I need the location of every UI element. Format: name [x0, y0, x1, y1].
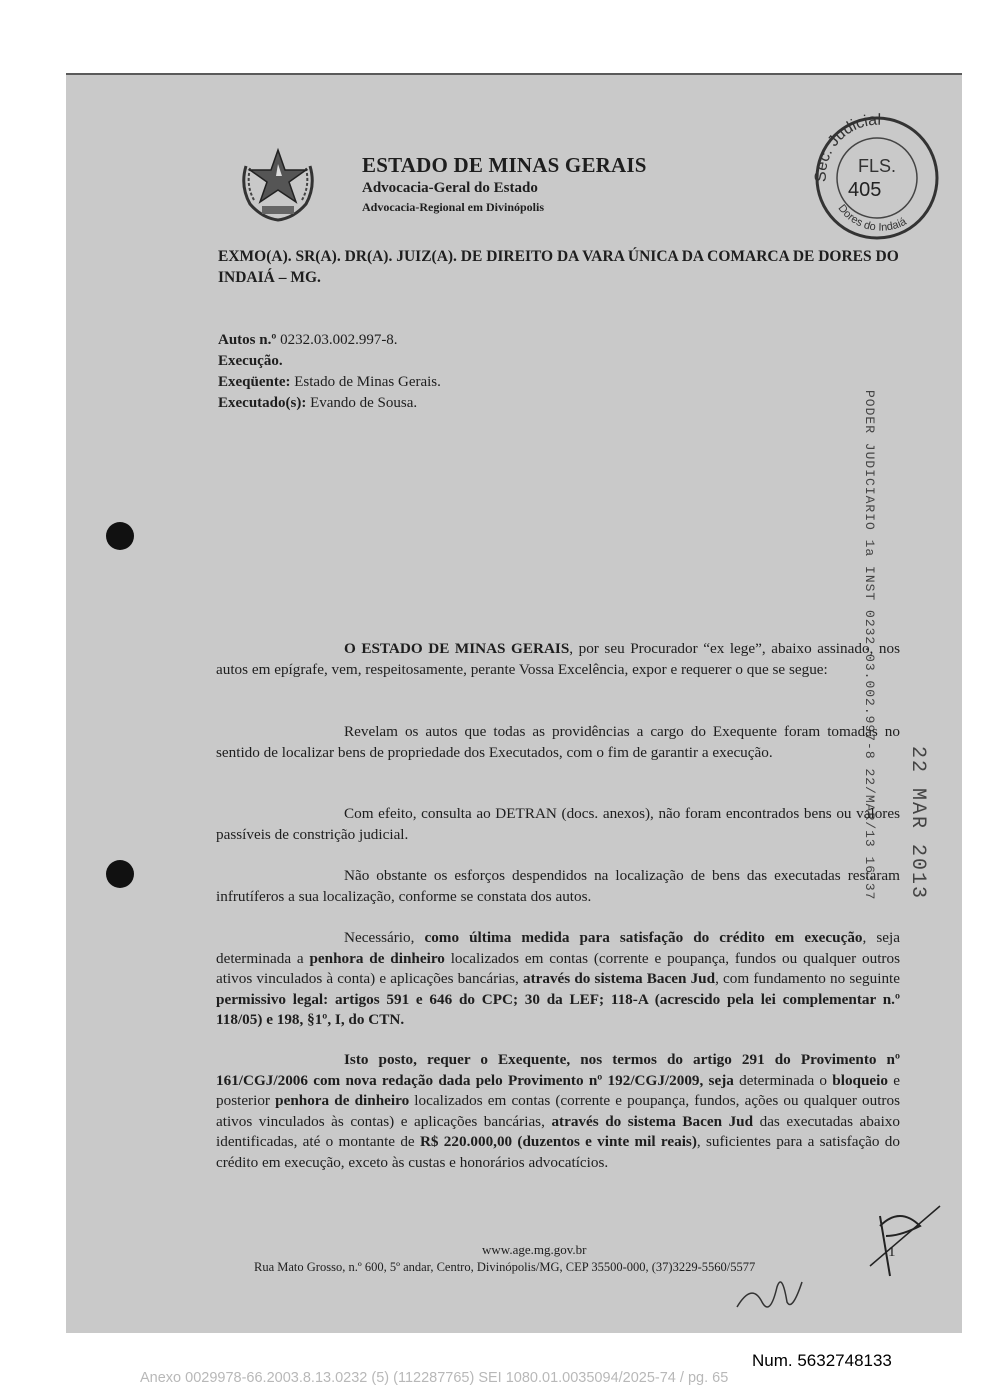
coat-of-arms-icon — [236, 146, 320, 222]
p5-text: localizados em contas (corrente e poupança, fundos ou qualquer outros ativos vinculados à conta) e aplicações bancárias, — [216, 949, 900, 987]
p4-text: Não obstante os esforços despendidos na localização de bens das executadas restaram infrutíferos a sua localização, conforme se constata dos autos. — [216, 867, 900, 905]
p6-text: e posterior — [216, 1071, 900, 1109]
paragraph-1 — [216, 639, 900, 680]
paragraph-5 — [216, 928, 900, 1031]
stamp-top-text: Sec. Judicial — [812, 112, 882, 183]
stamp-page: 405 — [848, 179, 882, 201]
p5-text: Necessário, — [344, 929, 425, 946]
executado-value: Evando de Sousa. — [310, 395, 418, 411]
header-state: ESTADO DE MINAS GERAIS — [362, 153, 647, 177]
page-number: 1 — [888, 1244, 896, 1260]
p5-text: , com fundamento no seguinte — [715, 970, 900, 987]
p6-bold: bloqueio — [832, 1071, 888, 1089]
p1-rest: , por seu Procurador “ex lege”, abaixo assinado, nos autos em epígrafe, vem, respeitosamente, perante Vossa Excelência, expor e requerer o que se segue: — [216, 640, 900, 678]
exequente-value: Estado de Minas Gerais. — [294, 374, 441, 390]
handwritten-mark — [860, 1196, 950, 1286]
punch-hole — [106, 522, 134, 550]
stamp-bottom-text: Dores do Indaiá — [835, 202, 909, 234]
punch-hole — [106, 860, 134, 888]
footer-address: Rua Mato Grosso, n.º 600, 5º andar, Centro, Divinópolis/MG, CEP 35500-000, (37)3229-5560/5577 — [254, 1260, 756, 1274]
p6-bold: Isto posto, requer o Exequente, nos termos do artigo 291 do Provimento nº 161/CGJ/2006 com nova redação dada pelo Provimento nº 192/CGJ/2009, seja — [216, 1051, 900, 1089]
paragraph-4 — [216, 866, 900, 907]
footer-website: www.age.mg.gov.br — [482, 1242, 587, 1257]
p5-bold: como última medida para satisfação do crédito em execução — [424, 929, 863, 946]
date-stamp: 22 MAR 2013 — [906, 746, 929, 901]
executado-label: Executado(s): — [218, 395, 307, 411]
p3-text: Com efeito, consulta ao DETRAN (docs. anexos), não foram encontrados bens ou valores passíveis de constrição judicial. — [216, 805, 900, 843]
paragraph-2 — [216, 722, 900, 763]
p2-text: Revelam os autos que todas as providências a cargo do Exequente foram tomadas no sentido de localizar bens de propriedade dos Executados, com o fim de garantir a execução. — [216, 723, 900, 761]
annex-footer: Anexo 0029978-66.2003.8.13.0232 (5) (112287765) SEI 1080.01.0035094/2025-74 / pg. 65 — [140, 1370, 729, 1386]
stamp-fls-label: FLS. — [858, 156, 897, 176]
paragraph-6 — [216, 1050, 900, 1173]
case-info — [218, 330, 441, 414]
paragraph-3 — [216, 804, 900, 845]
header-agency: Advocacia-Geral do Estado — [362, 180, 538, 196]
p6-text: , suficientes para a satisfação do crédito em execução, exceto às custas e honorários advocatícios. — [216, 1133, 900, 1171]
p5-bold: penhora de dinheiro — [309, 949, 445, 967]
p5-text: , seja determinada a — [216, 929, 900, 967]
p6-bold: penhora de dinheiro — [275, 1092, 410, 1109]
p6-text: localizados em contas (corrente e poupança, fundos, ações ou qualquer outros ativos vinculados às contas) e aplicações bancárias, — [216, 1092, 900, 1130]
addressee: EXMO(A). SR(A). DR(A). JUIZ(A). DE DIREITO DA VARA ÚNICA DA COMARCA DE DORES DO INDAIÁ – MG. — [218, 248, 899, 286]
p6-bold: através do sistema Bacen Jud — [551, 1112, 754, 1130]
p5-bold: permissivo legal: artigos 591 e 646 do CPC; 30 da LEF; 118-A (acrescido pela lei complementar n.º 118/05) e 198, §1º, I, do CTN. — [216, 990, 900, 1028]
p1-bold: O ESTADO DE MINAS GERAIS — [344, 640, 570, 657]
exequente-label: Exeqüente: — [218, 374, 291, 390]
document-number: Num. 5632748133 — [752, 1351, 892, 1370]
court-stamp — [808, 112, 946, 242]
p6-bold: R$ 220.000,00 (duzentos e vinte mil reais) — [419, 1133, 697, 1150]
protocol-stamp: PODER JUDICIARIO 1a INST 0232.03.002.997-8 22/MAR/13 16:37 — [862, 390, 877, 901]
p6-text: determinada o — [733, 1071, 833, 1089]
autos-value: 0232.03.002.997-8. — [280, 332, 398, 348]
header-regional: Advocacia-Regional em Divinópolis — [362, 200, 544, 214]
p5-bold: através do sistema Bacen Jud — [522, 970, 716, 987]
signature-scribble — [732, 1262, 812, 1322]
case-type: Execução. — [218, 353, 283, 369]
p6-text: das executadas abaixo identificadas, até o montante de — [216, 1112, 900, 1150]
autos-label: Autos n.º — [218, 332, 277, 348]
